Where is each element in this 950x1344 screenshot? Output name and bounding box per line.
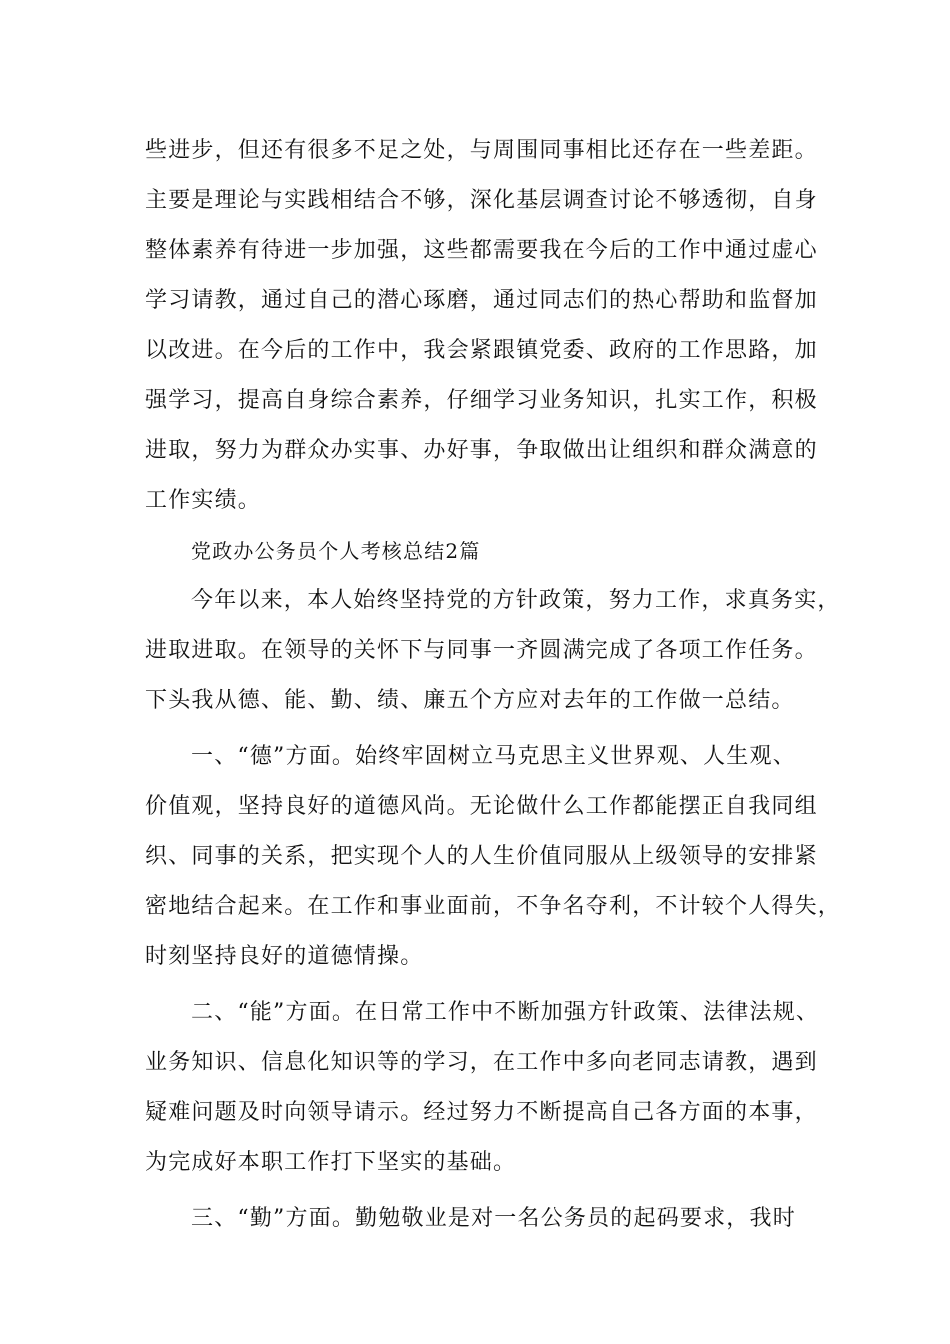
text-line: 一、“德”方面。始终牢固树立马克思主义世界观、人生观、 bbox=[191, 744, 796, 769]
text-line: 下头我从德、能、勤、绩、廉五个方应对去年的工作做一总结。 bbox=[145, 688, 795, 713]
text-line: 进取，努力为群众办实事、办好事，争取做出让组织和群众满意的 bbox=[145, 438, 818, 463]
text-line: 织、同事的关系，把实现个人的人生价值同服从上级领导的安排紧 bbox=[145, 844, 818, 869]
paragraph bbox=[145, 732, 845, 982]
text-line: 主要是理论与实践相结合不够，深化基层调查讨论不够透彻，自身 bbox=[145, 188, 818, 213]
text-line: 时刻坚持良好的道德情操。 bbox=[145, 944, 424, 969]
text-line: 今年以来，本人始终坚持党的方针政策，努力工作，求真务实， bbox=[191, 588, 841, 613]
text-line: 为完成好本职工作打下坚实的基础。 bbox=[145, 1150, 517, 1175]
text-line: 业务知识、信息化知识等的学习，在工作中多向老同志请教，遇到 bbox=[145, 1050, 818, 1075]
text-line: 些进步，但还有很多不足之处，与周围同事相比还存在一些差距。 bbox=[145, 138, 818, 163]
paragraph bbox=[145, 126, 845, 526]
text-line: 价值观，坚持良好的道德风尚。无论做什么工作都能摆正自我同组 bbox=[145, 794, 818, 819]
text-line: 二、“能”方面。在日常工作中不断加强方针政策、法律法规、 bbox=[191, 1000, 820, 1025]
text-line: 强学习，提高自身综合素养，仔细学习业务知识，扎实工作，积极 bbox=[145, 388, 818, 413]
section-title bbox=[145, 526, 845, 576]
document-body bbox=[145, 126, 845, 1244]
text-line: 整体素养有待进一步加强，这些都需要我在今后的工作中通过虚心 bbox=[145, 238, 818, 263]
text-line: 三、“勤”方面。勤勉敬业是对一名公务员的起码要求，我时 bbox=[191, 1206, 796, 1231]
text-line: 进取进取。在领导的关怀下与同事一齐圆满完成了各项工作任务。 bbox=[145, 638, 818, 663]
text-line: 学习请教，通过自己的潜心琢磨，通过同志们的热心帮助和监督加 bbox=[145, 288, 818, 313]
paragraph bbox=[145, 1194, 845, 1244]
text-line: 以改进。在今后的工作中，我会紧跟镇党委、政府的工作思路，加 bbox=[145, 338, 818, 363]
text-line: 工作实绩。 bbox=[145, 488, 262, 513]
text-line: 密地结合起来。在工作和事业面前，不争名夺利，不计较个人得失， bbox=[145, 894, 842, 919]
section-title-text: 党政办公务员个人考核总结2篇 bbox=[191, 539, 481, 563]
paragraph bbox=[145, 576, 845, 726]
paragraph bbox=[145, 988, 845, 1188]
text-line: 疑难问题及时向领导请示。经过努力不断提高自己各方面的本事， bbox=[145, 1100, 818, 1125]
